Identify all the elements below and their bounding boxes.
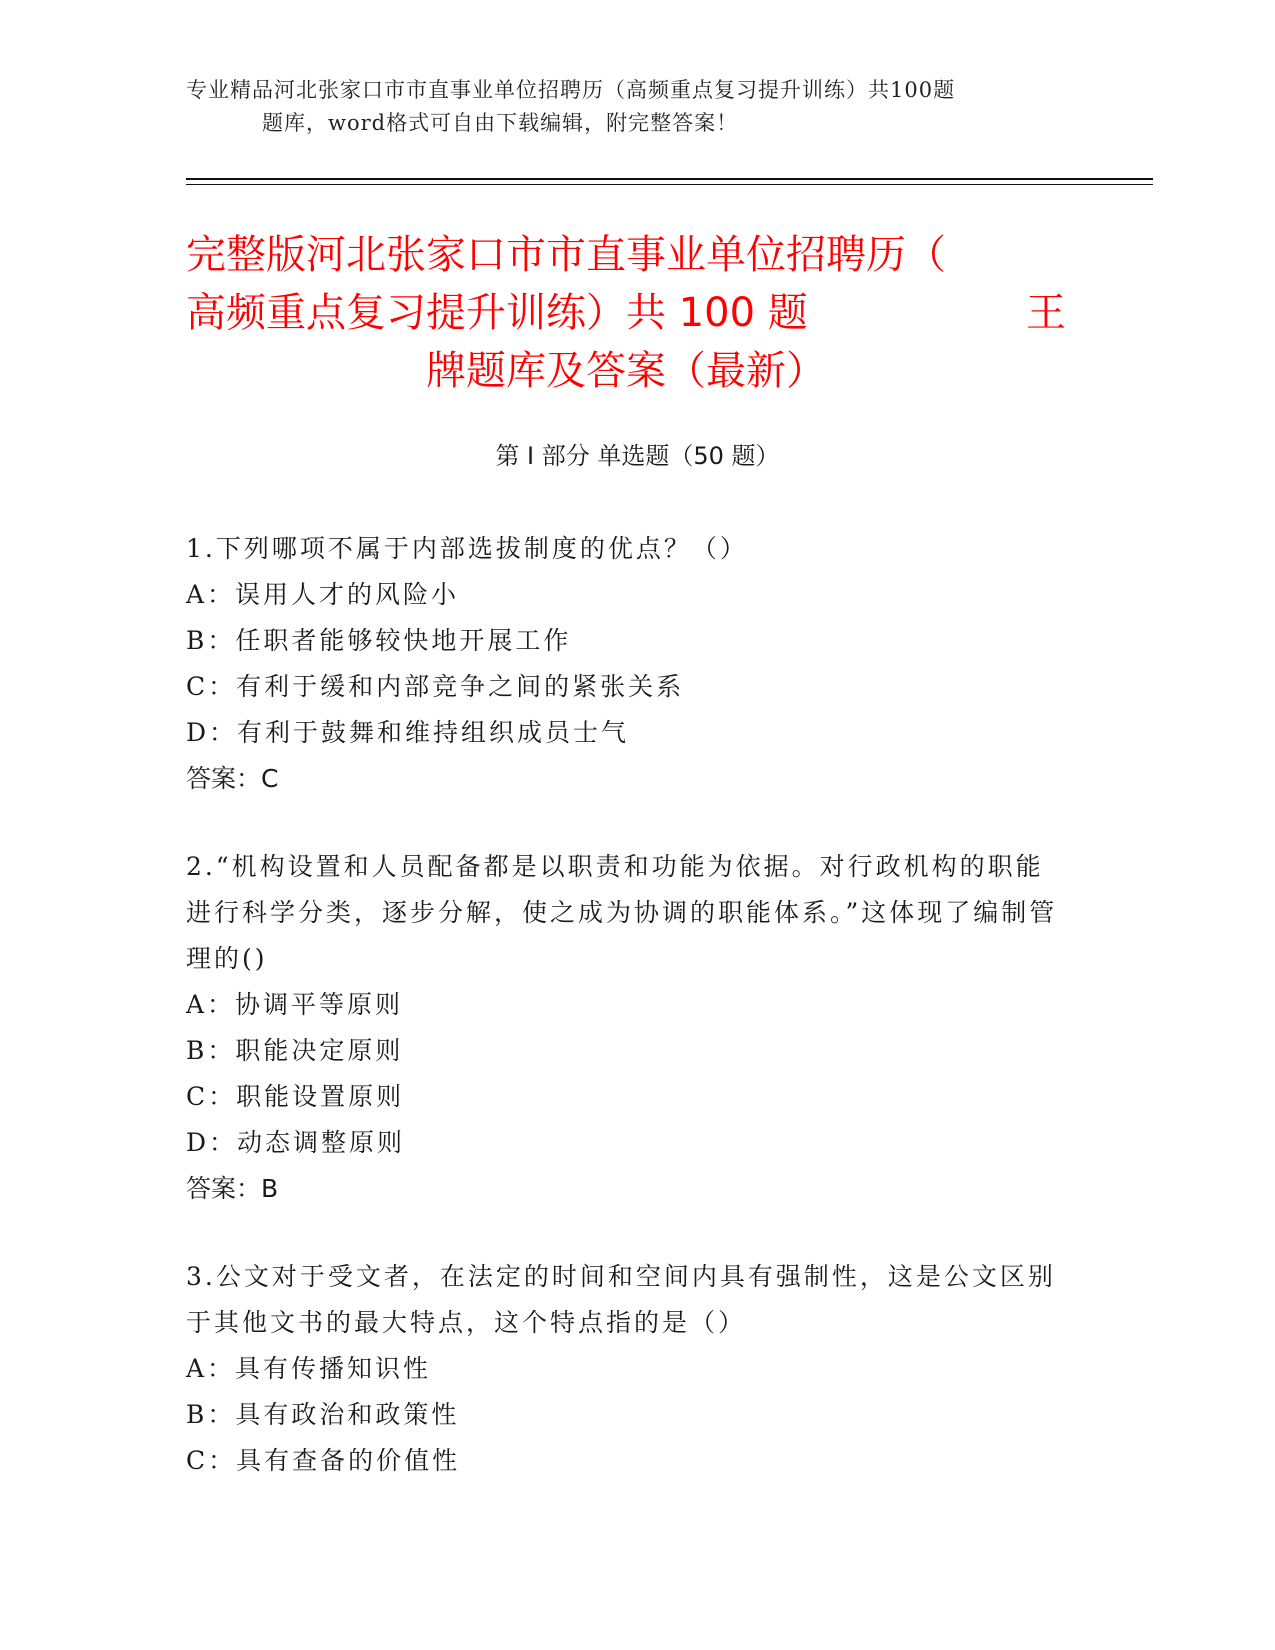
question-1 bbox=[186, 526, 1066, 802]
header-rule-thick bbox=[186, 178, 1153, 180]
question-stem: 1.下列哪项不属于内部选拔制度的优点？（） bbox=[186, 534, 748, 563]
option-a: A：误用人才的风险小 bbox=[186, 580, 460, 609]
title-line-1: 完整版河北张家口市市直事业单位招聘历（ bbox=[186, 232, 946, 278]
header-rule-thin bbox=[186, 184, 1153, 185]
question-list bbox=[186, 526, 1066, 1526]
section-heading: 第 I 部分 单选题（50 题） bbox=[495, 442, 780, 470]
option-c: C：有利于缓和内部竞争之间的紧张关系 bbox=[186, 672, 685, 701]
header-line-1: 专业精品河北张家口市市直事业单位招聘历（高频重点复习提升训练）共100题 bbox=[186, 78, 956, 102]
option-b: B：职能决定原则 bbox=[186, 1036, 404, 1065]
option-a: A：协调平等原则 bbox=[186, 990, 404, 1019]
header-line-2: 题库，word格式可自由下载编辑，附完整答案！ bbox=[262, 111, 739, 135]
question-stem: 2.“机构设置和人员配备都是以职责和功能为依据。对行政机构的职能进行科学分类，逐步分解，使之成为协调的职能体系。”这体现了编制管理的() bbox=[186, 852, 1058, 973]
document-title bbox=[186, 226, 1066, 400]
answer: 答案：C bbox=[186, 764, 279, 793]
answer: 答案：B bbox=[186, 1174, 279, 1203]
title-line-2 bbox=[186, 284, 1066, 342]
title-line-2-end: 王 bbox=[1026, 290, 1066, 336]
title-line-2-main: 高频重点复习提升训练）共 100 题 bbox=[186, 290, 808, 336]
question-3 bbox=[186, 1254, 1066, 1484]
question-2 bbox=[186, 844, 1066, 1212]
option-c: C：职能设置原则 bbox=[186, 1082, 405, 1111]
question-stem: 3.公文对于受文者，在法定的时间和空间内具有强制性，这是公文区别于其他文书的最大特点，这个特点指的是（） bbox=[186, 1262, 1056, 1337]
option-b: B：具有政治和政策性 bbox=[186, 1400, 460, 1429]
option-c: C：具有查备的价值性 bbox=[186, 1446, 461, 1475]
option-d: D：动态调整原则 bbox=[186, 1128, 406, 1157]
option-d: D：有利于鼓舞和维持组织成员士气 bbox=[186, 718, 630, 747]
option-a: A：具有传播知识性 bbox=[186, 1354, 432, 1383]
page-header bbox=[186, 74, 1066, 140]
option-b: B：任职者能够较快地开展工作 bbox=[186, 626, 572, 655]
title-line-3: 牌题库及答案（最新） bbox=[426, 348, 826, 394]
